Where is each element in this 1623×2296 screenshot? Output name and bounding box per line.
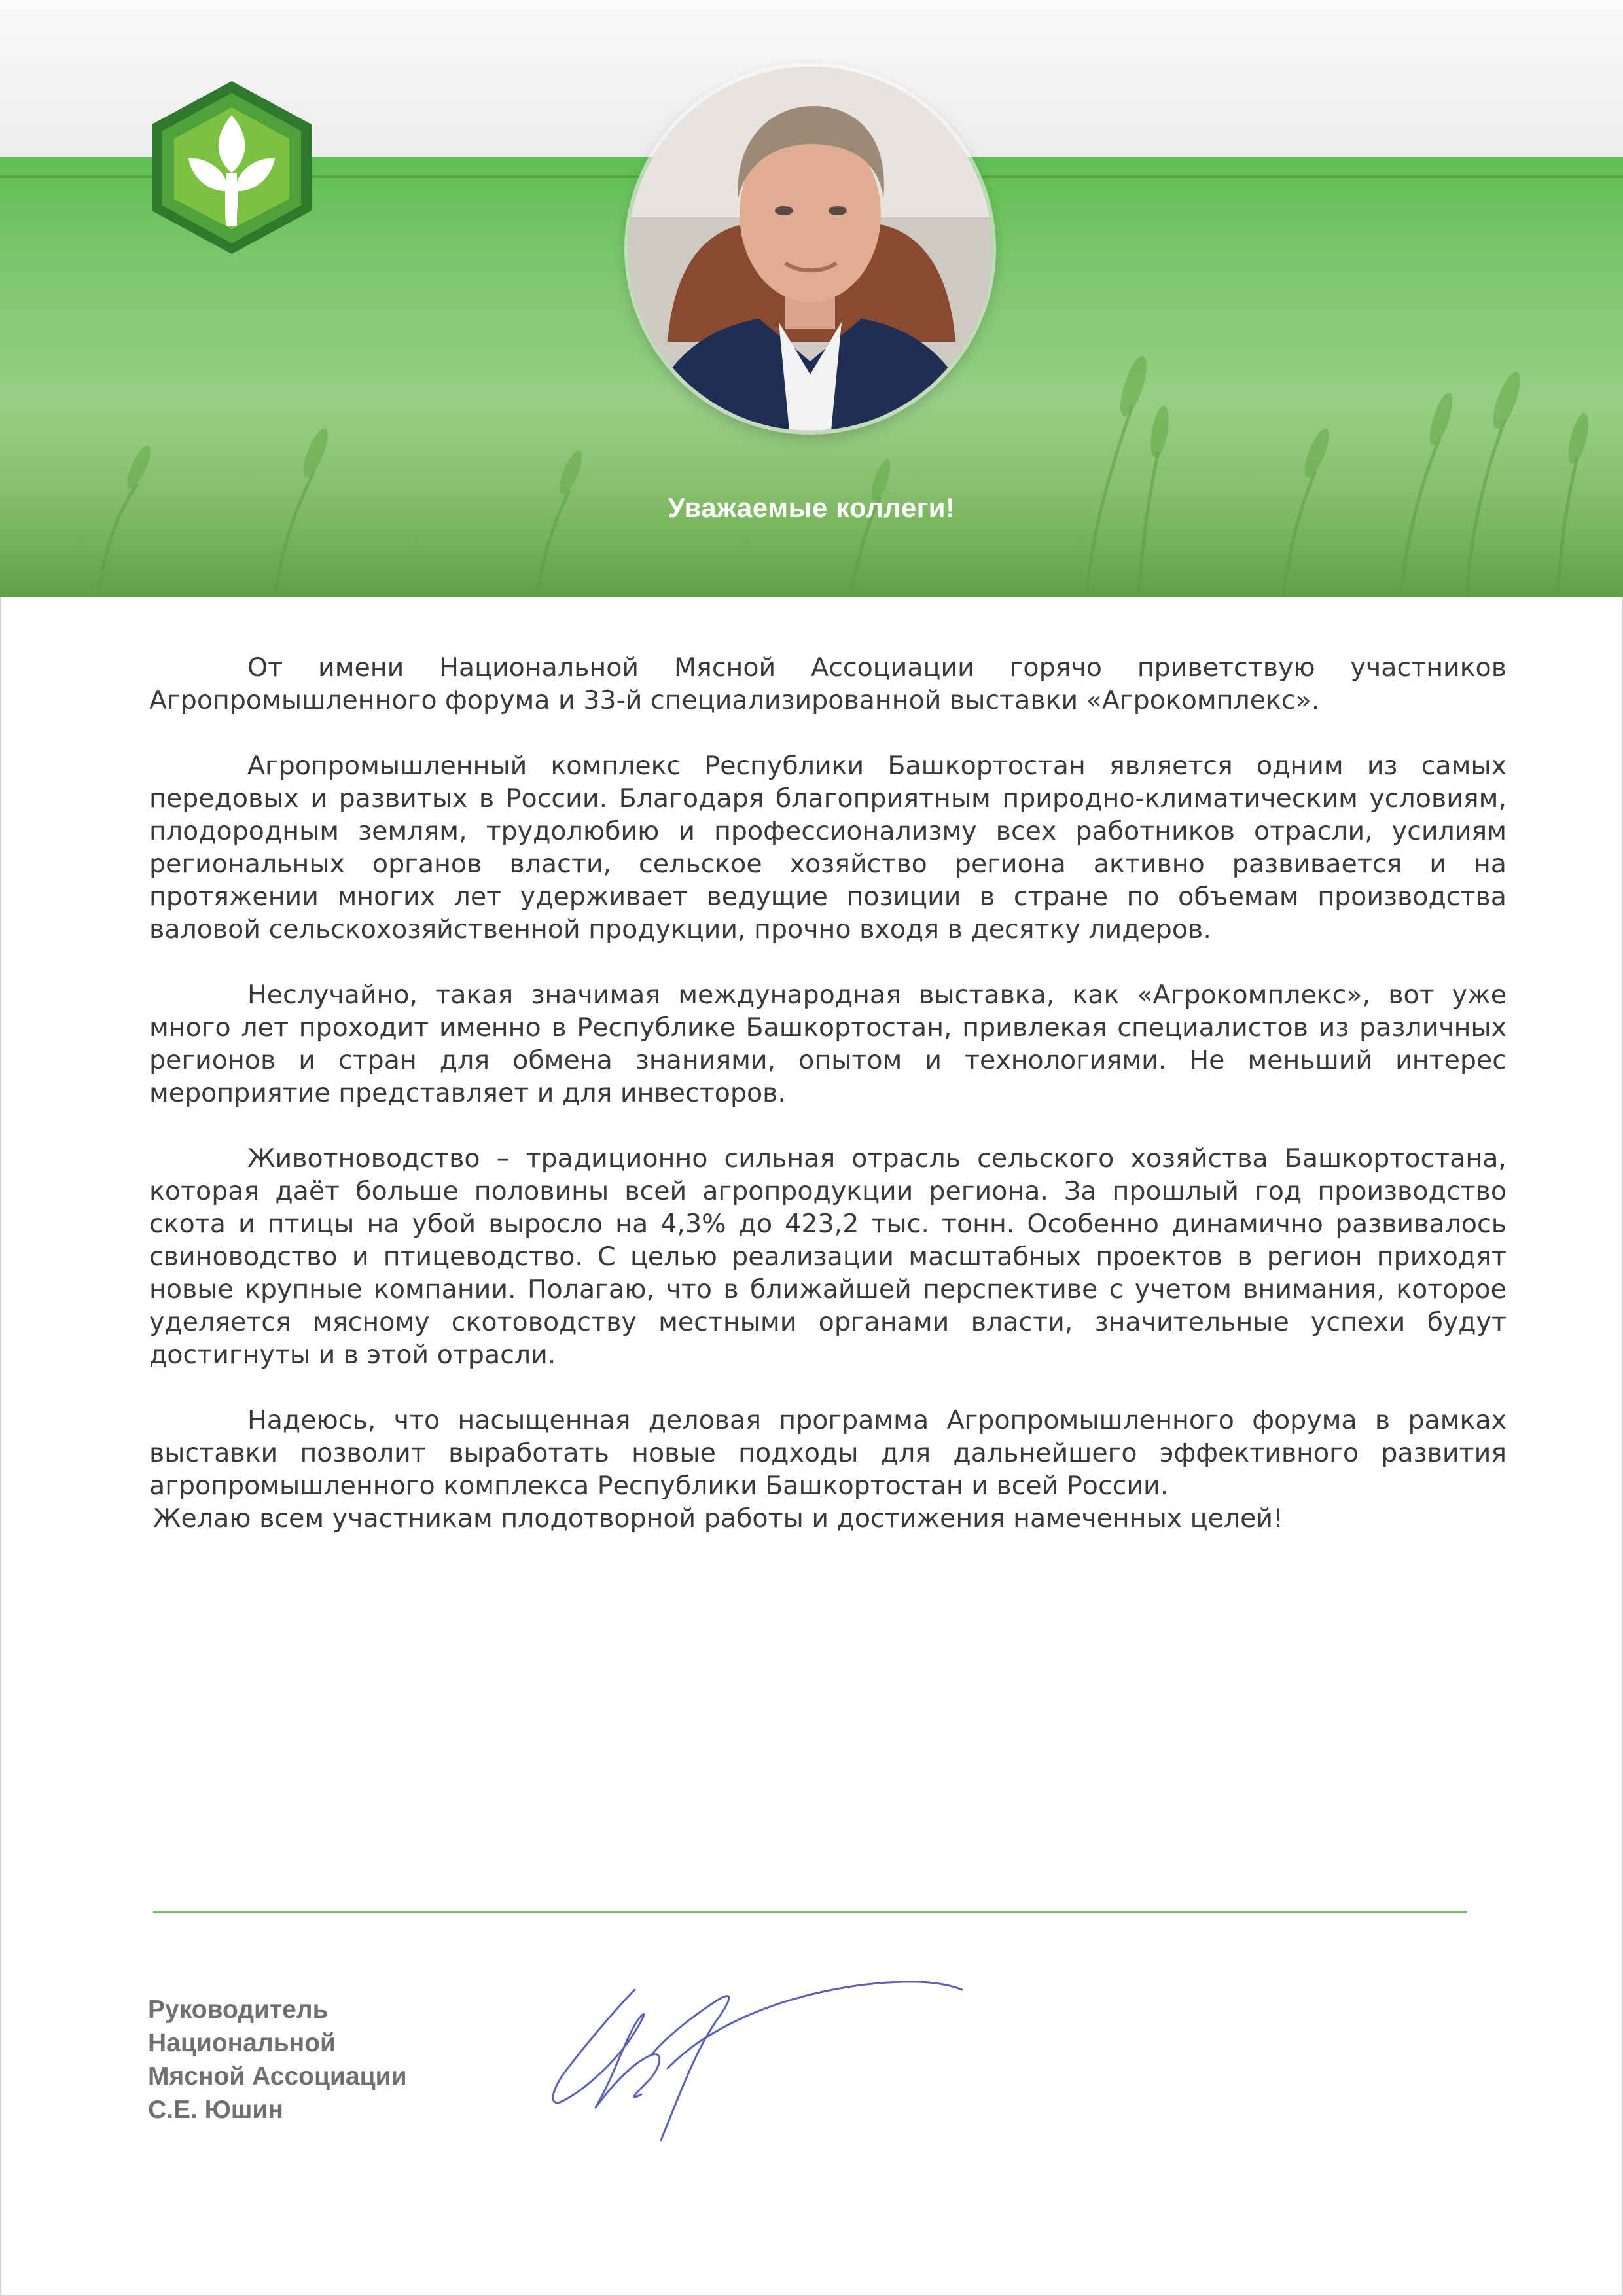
signer-position-line-1: Руководитель (148, 1996, 329, 2024)
signer-position-line-2: Национальной (148, 2029, 336, 2057)
signer-position-line-3: Мясной Ассоциации (148, 2062, 407, 2090)
signer-block (148, 1993, 514, 2126)
letter-body (149, 651, 1507, 1568)
greeting-heading: Уважаемые коллеги! (668, 492, 955, 523)
paragraph-exhibition: Неслучайно, такая значимая международная выставка, как «Агрокомплекс», вот уже много лет проходит именно в Республике Башкортостан, привлекая специалистов из различных регионов и стран для обмена знаниями, опытом и технологиями. Не меньший интерес мероприятие представляет и для инвесторов. (149, 980, 1507, 1108)
paragraph-greeting: От имени Национальной Мясной Ассоциации горячо приветствую участников Агропромышленного форума и 33-й специализированной выставки «Агрокомплекс». (149, 653, 1507, 715)
paragraph-wishes: Желаю всем участникам плодотворной работы и достижения намеченных целей! (153, 1503, 1283, 1534)
footer-divider (153, 1911, 1467, 1913)
paragraph-agro-complex: Агропромышленный комплекс Республики Башкортостан является одним из самых передовых и развитых в России. Благодаря благоприятным природно-климатическим условиям, плодородным землям, трудолюбию и профессионализму всех работников отрасли, усилиям региональных органов власти, сельское хозяйство региона активно развивается и на протяжении многих лет удерживает ведущие позиции в стране по объемам производства валовой сельскохозяйственной продукции, прочно входя в десятку лидеров. (149, 751, 1507, 944)
paragraph-forum-program: Надеюсь, что насыщенная деловая программа Агропромышленного форума в рамках выставки позволит выработать новые подходы для дальнейшего эффективного развития агропромышленного комплекса Республики Башкортостан и всей России. (149, 1405, 1507, 1501)
handwritten-signature-icon (537, 1970, 982, 2166)
paragraph-livestock: Животноводство – традиционно сильная отрасль сельского хозяйства Башкортостана, которая даёт больше половины всей агропродукции региона. За прошлый год производство скота и птицы на убой выросло на 4,3% до 423,2 тыс. тонн. Особенно динамично развивалось свиноводство и птицеводство. С целью реализации масштабных проектов в регион приходят новые крупные компании. Полагаю, что в ближайшей перспективе с учетом внимания, которое уделяется мясному скотоводству местными органами власти, значительные успехи будут достигнуты и в этой отрасли. (149, 1143, 1507, 1370)
signer-name: С.Е. Юшин (148, 2096, 283, 2124)
sprout-hexagon-logo-icon (152, 81, 312, 254)
portrait-photo (628, 67, 992, 431)
